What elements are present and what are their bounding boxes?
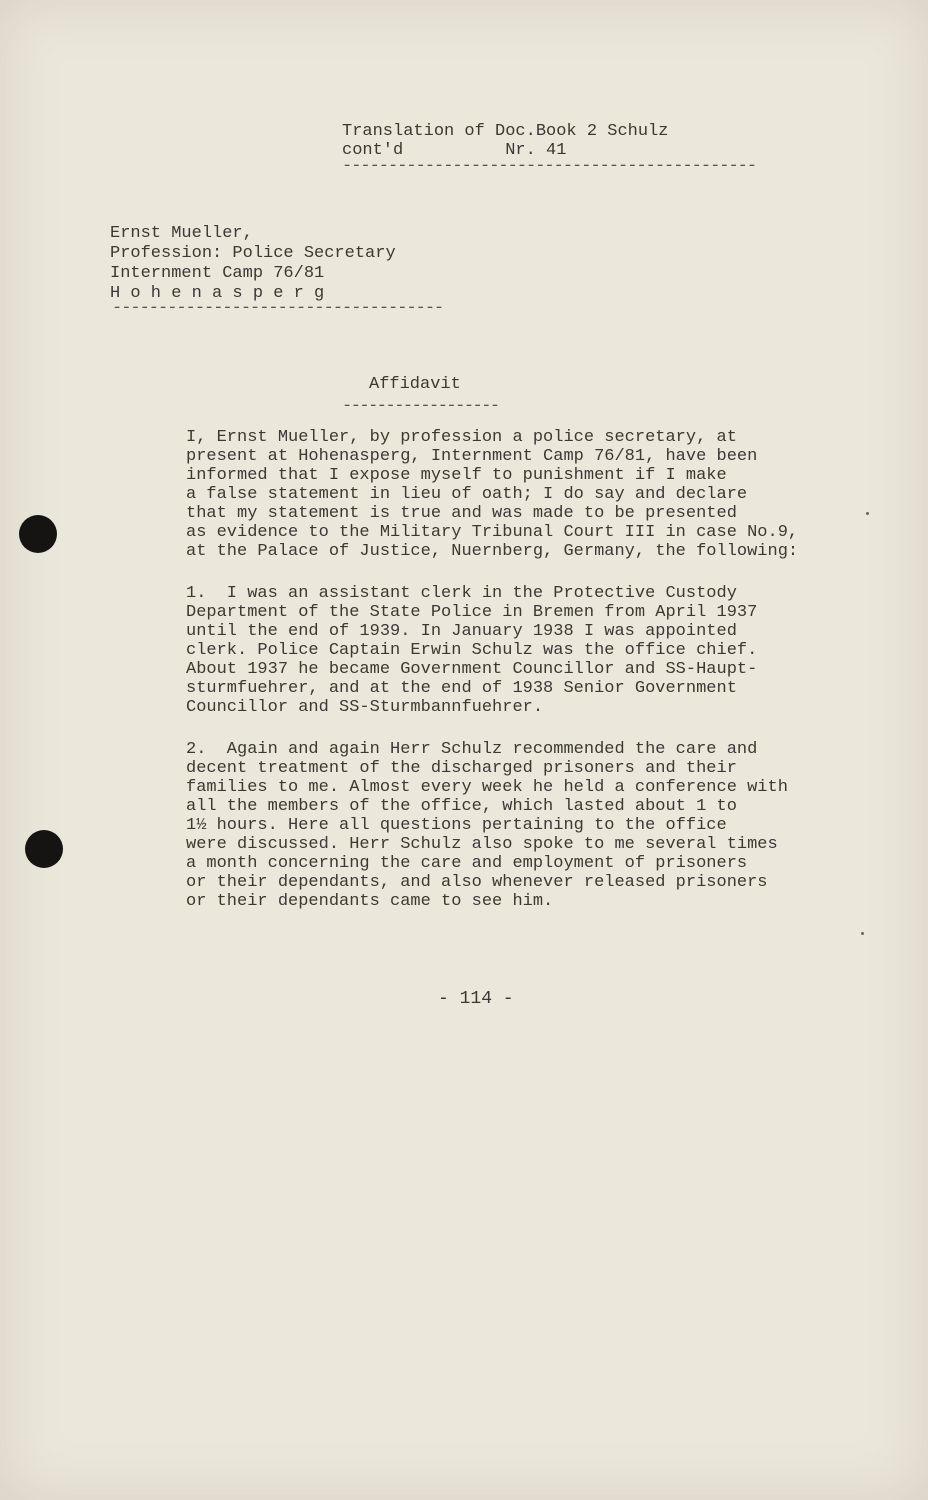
header-line-1: Translation of Doc.Book 2 Schulz [342, 122, 669, 141]
affiant-place: H o h e n a s p e r g [110, 284, 325, 303]
punch-hole [25, 830, 63, 868]
paragraph-2: 2. Again and again Herr Schulz recommended the care and decent treatment of the discharged prisoners and their families to me. Almost every week he held a conference with all the members of the office, which lasted about 1 to 1½ hours. Here all questions pertaining to the office were discussed. Herr Schulz also spoke to me several times a month concerning the care and employment of prisoners or their dependants, and also whenever released prisoners or their dependants came to see him. [186, 740, 788, 911]
title-underline: ------------------ [342, 397, 499, 416]
paragraph-1: 1. I was an assistant clerk in the Protective Custody Department of the State Police in Bremen from April 1937 until the end of 1939. In January 1938 I was appointed clerk. Police Captain Erwin Schulz was the office chief. About 1937 he became Government Councillor and SS-Haupt- sturmfuehrer, and at the end of 1938 Senior Government Councillor and SS-Sturmbannfuehrer. [186, 584, 758, 717]
intro-paragraph: I, Ernst Mueller, by profession a police secretary, at present at Hohenasperg, Internment Camp 76/81, have been informed that I expose myself to punishment if I make a false statement in lieu of oath; I do say and declare that my statement is true and was made to be presented as evidence to the Military Tribunal Court III in case No.9, at the Palace of Justice, Nuernberg, Germany, the following: [186, 428, 799, 561]
address-divider: ------------------------------------ [112, 299, 444, 318]
header-divider: --------------------------------------------- [342, 157, 757, 176]
affiant-profession: Profession: Police Secretary [110, 244, 396, 263]
affiant-camp: Internment Camp 76/81 [110, 264, 325, 283]
document-title: Affidavit [369, 375, 461, 394]
punch-hole [19, 515, 57, 553]
affiant-name: Ernst Mueller, [110, 224, 253, 243]
document-header [342, 122, 668, 160]
address-block [110, 224, 396, 304]
page-number: - 114 - [438, 989, 514, 1009]
header-line-2: cont'd Nr. 41 [342, 141, 567, 160]
paper-speck [861, 932, 864, 935]
paper-speck [866, 512, 869, 515]
